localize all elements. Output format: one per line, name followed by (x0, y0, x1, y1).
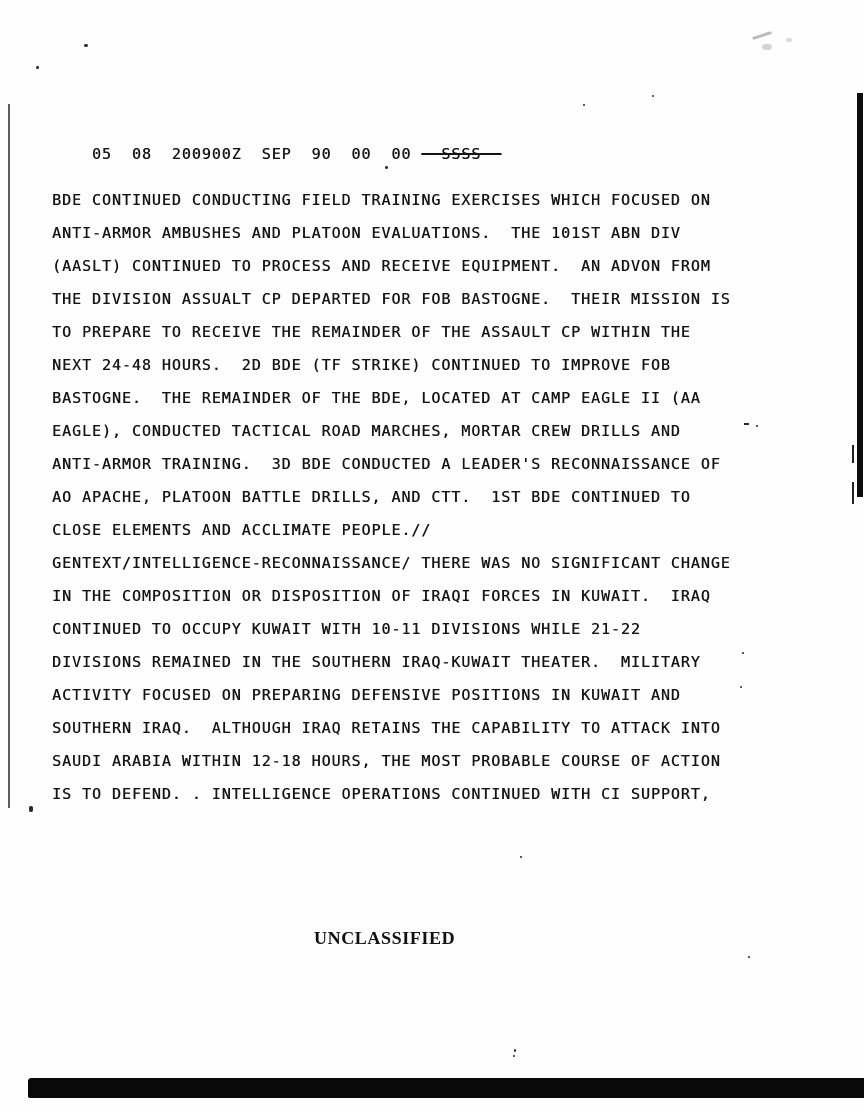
document-body (52, 184, 752, 811)
scan-smudge (786, 38, 792, 42)
scan-speck (84, 44, 88, 47)
document-line: GENTEXT/INTELLIGENCE-RECONNAISSANCE/ THERE WAS NO SIGNIFICANT CHANGE (52, 554, 731, 572)
document-line: SOUTHERN IRAQ. ALTHOUGH IRAQ RETAINS THE CAPABILITY TO ATTACK INTO (52, 719, 721, 737)
scan-speck (742, 652, 744, 654)
scanner-edge-tick (852, 482, 854, 504)
scanner-edge-tick (852, 445, 854, 463)
scan-speck (740, 686, 742, 688)
classification-marking: UNCLASSIFIED (314, 928, 456, 948)
document-line: EAGLE), CONDUCTED TACTICAL ROAD MARCHES, MORTAR CREW DRILLS AND (52, 422, 681, 440)
document-line: ANTI-ARMOR AMBUSHES AND PLATOON EVALUATIONS. THE 101ST ABN DIV (52, 224, 681, 242)
scan-speck (756, 425, 758, 427)
document-line: CONTINUED TO OCCUPY KUWAIT WITH 10-11 DIVISIONS WHILE 21-22 (52, 620, 641, 638)
document-line: AO APACHE, PLATOON BATTLE DRILLS, AND CTT. 1ST BDE CONTINUED TO (52, 488, 691, 506)
document-line: DIVISIONS REMAINED IN THE SOUTHERN IRAQ-KUWAIT THEATER. MILITARY (52, 653, 701, 671)
scan-speck (748, 956, 750, 958)
message-header-line (52, 124, 502, 163)
scanner-edge-bar-right (857, 93, 863, 497)
scan-speck (514, 1049, 516, 1052)
scan-speck (652, 95, 654, 97)
scan-smudge (752, 31, 772, 40)
scan-speck (520, 856, 522, 858)
document-line: ACTIVITY FOCUSED ON PREPARING DEFENSIVE POSITIONS IN KUWAIT AND (52, 686, 681, 704)
document-line: (AASLT) CONTINUED TO PROCESS AND RECEIVE EQUIPMENT. AN ADVON FROM (52, 257, 711, 275)
scan-speck (36, 66, 39, 69)
scan-smudge (762, 44, 772, 50)
document-line: THE DIVISION ASSUALT CP DEPARTED FOR FOB BASTOGNE. THEIR MISSION IS (52, 290, 731, 308)
document-line: ANTI-ARMOR TRAINING. 3D BDE CONDUCTED A LEADER'S RECONNAISSANCE OF (52, 455, 721, 473)
scan-speck (583, 104, 585, 106)
document-line: BASTOGNE. THE REMAINDER OF THE BDE, LOCATED AT CAMP EAGLE II (AA (52, 389, 701, 407)
bottom-scan-bar (28, 1078, 864, 1098)
redacted-strikethrough-text: SSSS (421, 145, 502, 163)
scan-speck (29, 806, 33, 812)
document-line: BDE CONTINUED CONDUCTING FIELD TRAINING EXERCISES WHICH FOCUSED ON (52, 191, 711, 209)
scan-speck (513, 1055, 515, 1057)
document-line: SAUDI ARABIA WITHIN 12-18 HOURS, THE MOST PROBABLE COURSE OF ACTION (52, 752, 721, 770)
scan-speck (744, 423, 749, 425)
header-datetime-text: 05 08 200900Z SEP 90 00 00 (91, 145, 422, 163)
document-line: CLOSE ELEMENTS AND ACCLIMATE PEOPLE.// (52, 521, 432, 539)
scanner-edge-line-left (8, 104, 10, 808)
scan-speck (385, 166, 388, 169)
document-line: IS TO DEFEND. . INTELLIGENCE OPERATIONS CONTINUED WITH CI SUPPORT, (52, 785, 711, 803)
document-line: NEXT 24-48 HOURS. 2D BDE (TF STRIKE) CONTINUED TO IMPROVE FOB (52, 356, 671, 374)
document-line: IN THE COMPOSITION OR DISPOSITION OF IRAQI FORCES IN KUWAIT. IRAQ (52, 587, 711, 605)
document-line: TO PREPARE TO RECEIVE THE REMAINDER OF THE ASSAULT CP WITHIN THE (52, 323, 691, 341)
